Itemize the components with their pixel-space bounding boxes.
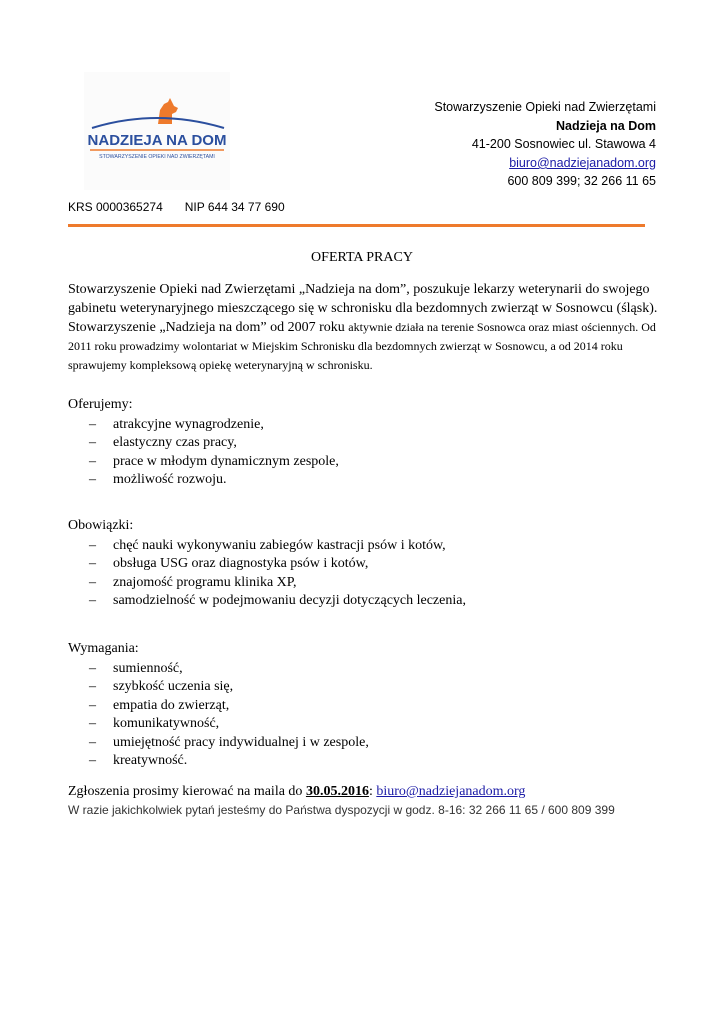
apply-email-link[interactable]: biuro@nadziejanadom.org — [376, 784, 526, 799]
registry-line — [68, 200, 285, 214]
list-item: – prace w młodym dynamicznym zespole, — [68, 453, 339, 472]
logo-graphic — [84, 72, 230, 190]
org-contact-block — [434, 98, 656, 191]
dash-bullet-icon: – — [89, 472, 96, 487]
logo-main-text: NADZIEJA NA DOM — [87, 132, 227, 149]
dash-bullet-icon: – — [89, 416, 96, 432]
nip-number: NIP 644 34 77 690 — [184, 200, 285, 214]
dog-silhouette-icon — [158, 98, 178, 124]
intro-text-part2: aktywnie działa na terenie Sosnowca oraz miast ościennych. Od 2011 roku prowadzimy wolontariat w Miejskim Schronisku dla bezdomnych zwierząt w Sosnowcu, a od 2014 roku sprawujemy kompleksową opiekę weterynaryjną w schronisku. — [68, 320, 656, 372]
logo-sub-text: STOWARZYSZENIE OPIEKI NAD ZWIERZĘTAMI — [99, 154, 215, 160]
org-address: 41-200 Sosnowiec ul. Stawowa 4 — [471, 137, 656, 152]
org-short-name: Nadzieja na Dom — [555, 118, 656, 133]
dash-bullet-icon: – — [89, 716, 96, 731]
krs-number: KRS 0000365274 — [68, 200, 163, 214]
requirements-section — [68, 640, 369, 771]
list-item: – empatia do zwierząt, — [68, 697, 369, 716]
dash-bullet-icon: – — [89, 734, 96, 750]
offer-heading: Oferujemy: — [68, 397, 133, 412]
dash-bullet-icon: – — [89, 556, 96, 571]
requirements-list — [68, 660, 369, 771]
dash-bullet-icon: – — [89, 593, 96, 608]
dash-bullet-icon: – — [89, 660, 96, 676]
list-item: – możliwość rozwoju. — [68, 471, 339, 490]
dash-bullet-icon: – — [89, 697, 96, 713]
org-name: Stowarzyszenie Opieki nad Zwierzętami — [434, 100, 656, 114]
dash-bullet-icon: – — [89, 679, 96, 694]
dash-bullet-icon: – — [89, 435, 96, 450]
org-email-link[interactable]: biuro@nadziejanadom.org — [509, 155, 656, 170]
list-item: – atrakcyjne wynagrodzenie, — [68, 416, 339, 435]
intro-paragraph — [68, 280, 658, 375]
list-item: – kreatywność. — [68, 752, 369, 771]
application-line — [68, 784, 525, 800]
dash-bullet-icon: – — [89, 537, 96, 553]
org-phones: 600 809 399; 32 266 11 65 — [507, 174, 656, 189]
header-divider — [68, 224, 645, 227]
list-item: – obsługa USG oraz diagnostyka psów i kotów, — [68, 555, 466, 574]
dash-bullet-icon: – — [89, 753, 96, 768]
dash-bullet-icon: – — [89, 453, 96, 469]
list-item: – umiejętność pracy indywidualnej i w zespole, — [68, 734, 369, 753]
list-item: – samodzielność w podejmowaniu decyzji dotyczących leczenia, — [68, 592, 466, 611]
dash-bullet-icon: – — [89, 574, 96, 590]
logo-arc — [92, 118, 224, 128]
page-title: OFERTA PRACY — [311, 250, 413, 265]
apply-deadline: 30.05.2016 — [305, 784, 369, 799]
offer-section — [68, 396, 339, 490]
list-item: – chęć nauki wykonywaniu zabiegów kastracji psów i kotów, — [68, 537, 466, 556]
apply-prefix: Zgłoszenia prosimy kierować na maila do — [68, 784, 306, 799]
list-item: – sumienność, — [68, 660, 369, 679]
intro-text-part1: Stowarzyszenie Opieki nad Zwierzętami „Nadzieja na dom”, poszukuje lekarzy weterynarii do swojego gabinetu weterynaryjnego mieszczącego się w schronisku dla bezdomnych zwierząt w Sosnowcu (śląsk). Stowarzyszenie „Nadzieja na dom” od 2007 roku — [68, 282, 658, 335]
offer-list — [68, 416, 339, 490]
duties-section — [68, 517, 466, 611]
list-item: – znajomość programu klinika XP, — [68, 574, 466, 593]
apply-separator: : — [368, 784, 377, 799]
contact-note: W razie jakichkolwiek pytań jesteśmy do Państwa dyspozycji w godz. 8-16: 32 266 11 65 / 600 809 399 — [68, 803, 615, 817]
list-item: – komunikatywność, — [68, 715, 369, 734]
list-item: – szybkość uczenia się, — [68, 678, 369, 697]
requirements-heading: Wymagania: — [68, 641, 139, 656]
duties-heading: Obowiązki: — [68, 518, 134, 533]
duties-list — [68, 537, 466, 611]
list-item: – elastyczny czas pracy, — [68, 434, 339, 453]
logo — [84, 72, 230, 190]
